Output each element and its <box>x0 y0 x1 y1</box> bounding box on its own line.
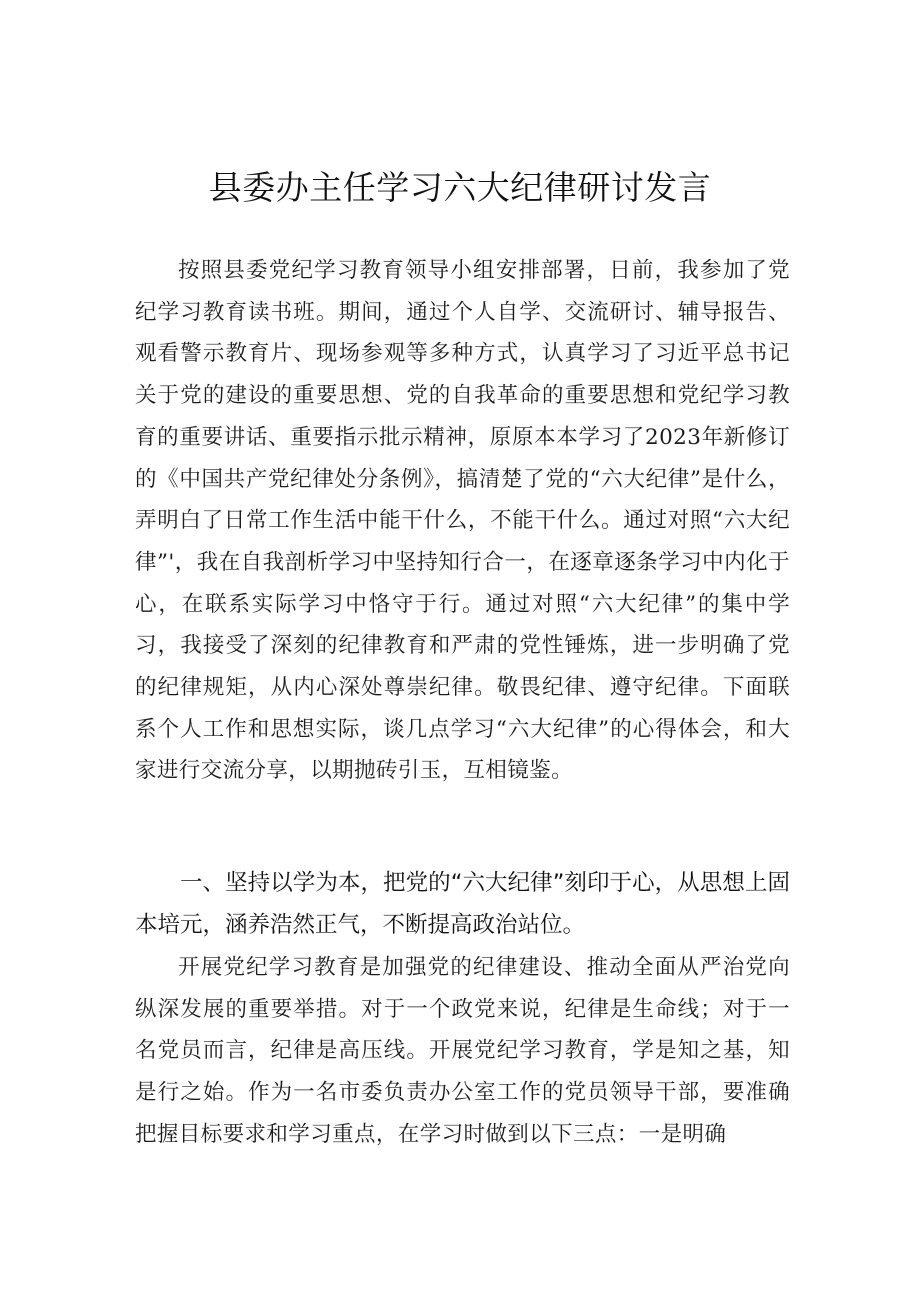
body-paragraph-intro: 按照县委党纪学习教育领导小组安排部署，日前，我参加了党纪学习教育读书班。期间，通过个人自学、交流研讨、辅导报告、观看警示教育片、现场参观等多种方式，认真学习了习近平总书记关于党的建设的重要思想、党的自我革命的重要思想和党纪学习教育的重要讲话、重要指示批示精神，原原本本学习了2023年新修订的《中国共产党纪律处分条例》，搞清楚了党的“六大纪律”是什么，弄明白了日常工作生活中能干什么，不能干什么。通过对照“六大纪律”'，我在自我剖析学习中坚持知行合一，在逐章逐条学习中内化于心，在联系实际学习中恪守于行。通过对照“六大纪律”的集中学习，我接受了深刻的纪律教育和严肃的党性锤炼，进一步明确了党的纪律规矩，从内心深处尊崇纪律。敬畏纪律、遵守纪律。下面联系个人工作和思想实际，谈几点学习“六大纪律”的心得体会，和大家进行交流分享，以期抛砖引玉，互相镜鉴。 <box>135 258 790 784</box>
body-paragraph-section-1: 开展党纪学习教育是加强党的纪律建设、推动全面从严治党向纵深发展的重要举措。对于一个政党来说，纪律是生命线；对于一名党员而言，纪律是高压线。开展党纪学习教育，学是知之基，知是行之始。作为一名市委负责办公室工作的党员领导干部，要准确把握目标要求和学习重点，在学习时做到以下三点：一是明确 <box>135 955 790 1147</box>
section-heading-1: 一、坚持以学为本，把党的“六大纪律”刻印于心，从思想上固本培元，涵养浩然正气，不断提高政治站位。 <box>135 870 790 938</box>
document-title: 县委办主任学习六大纪律研讨发言 <box>208 168 712 207</box>
